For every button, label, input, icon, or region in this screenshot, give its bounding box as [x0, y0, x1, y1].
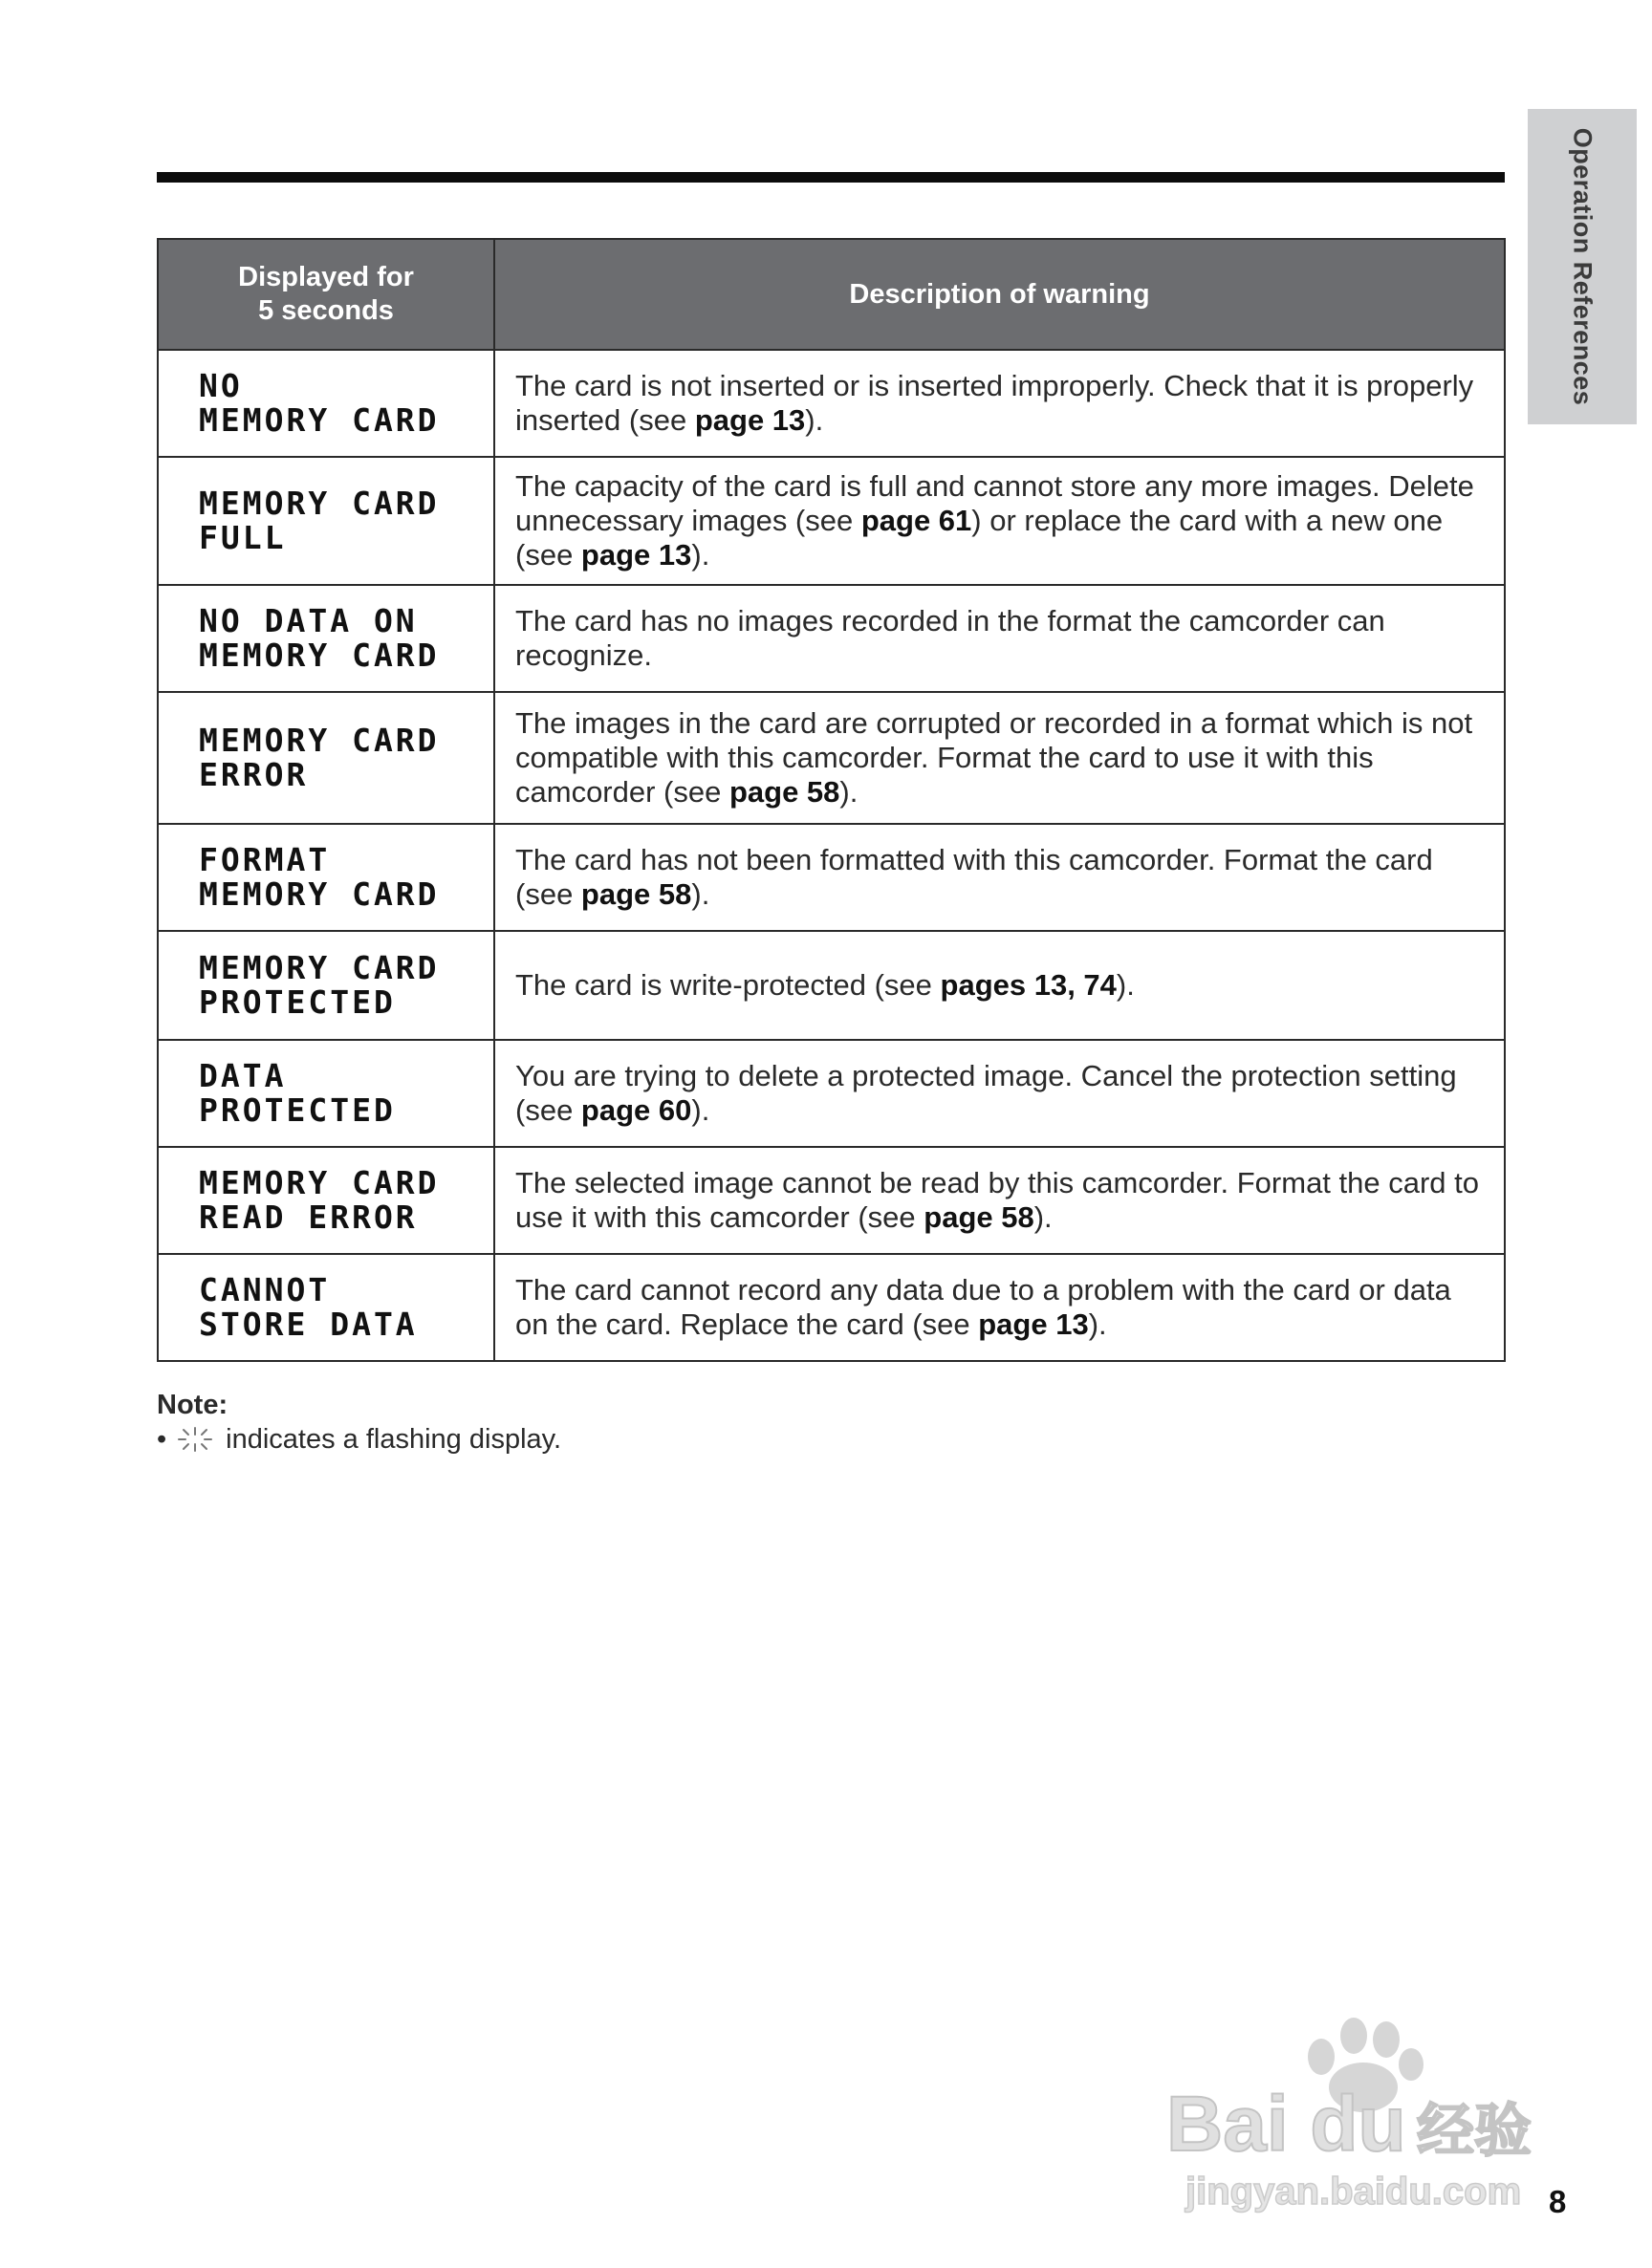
description-text: The selected image cannot be read by this camcorder. Format the card to use it with this camcorder (see [515, 1166, 1480, 1234]
display-message-line: FORMAT [199, 841, 331, 878]
note-text: indicates a flashing display. [226, 1424, 562, 1455]
table-row [158, 457, 1505, 585]
description-text: The card has not been formatted with this camcorder. Format the card (see [515, 843, 1433, 911]
table-row [158, 585, 1505, 692]
display-message [158, 931, 494, 1040]
page-reference: page 13 [694, 403, 806, 437]
page-reference: pages 13, 74 [940, 968, 1117, 1002]
flashing-icon [176, 1425, 214, 1454]
display-message-line: DATA [199, 1057, 287, 1094]
note-line [157, 1422, 561, 1457]
warning-table [157, 238, 1506, 1362]
warning-description [494, 1254, 1505, 1361]
description-text: The capacity of the card is full and cannot store any more images. Delete unnecessary images (see [515, 469, 1474, 537]
description-text: The card is write-protected (see [515, 968, 941, 1002]
watermark-url: jingyan.baidu.com [1185, 2171, 1522, 2213]
display-message [158, 457, 494, 585]
watermark-cn: 经验 [1417, 2098, 1532, 2165]
display-message [158, 824, 494, 931]
watermark-brand: Bai du [1166, 2081, 1406, 2168]
description-text: ). [691, 538, 710, 572]
display-message-line: READ ERROR [199, 1199, 418, 1236]
table-row [158, 1254, 1505, 1361]
page-reference: page 58 [924, 1200, 1034, 1234]
baidu-watermark [1166, 2007, 1568, 2217]
description-text: The card has no images recorded in the format the camcorder can recognize. [515, 604, 1385, 672]
page-reference: page 13 [978, 1307, 1089, 1341]
note-title: Note: [157, 1390, 228, 1420]
display-message-line: MEMORY CARD [199, 1164, 440, 1201]
description-text: The card is not inserted or is inserted improperly. Check that it is properly inserted (see [515, 369, 1474, 437]
description-text: You are trying to delete a protected image. Cancel the protection setting (see [515, 1059, 1457, 1127]
table-row [158, 692, 1505, 824]
header-description: Description of warning [494, 239, 1505, 350]
description-text: ). [691, 1093, 710, 1127]
display-message [158, 1147, 494, 1254]
display-message-line: MEMORY CARD [199, 401, 440, 439]
display-message [158, 350, 494, 457]
page-reference: page 58 [728, 775, 840, 809]
page-reference: page 13 [580, 538, 692, 572]
display-message-line: PROTECTED [199, 983, 396, 1021]
display-message-line: PROTECTED [199, 1091, 396, 1129]
display-message [158, 585, 494, 692]
warning-description [494, 350, 1505, 457]
page-reference: page 61 [860, 504, 972, 537]
page-reference: page 60 [580, 1093, 692, 1127]
description-text: The card cannot record any data due to a problem with the card or data on the card. Replace the card (see [515, 1273, 1451, 1341]
page-reference: page 58 [580, 877, 692, 911]
description-text: ). [805, 403, 824, 437]
description-text: ) or replace the card with a new one (see [515, 504, 1444, 572]
display-message-line: MEMORY CARD [199, 637, 440, 674]
warning-description [494, 585, 1505, 692]
warning-description [494, 824, 1505, 931]
note [157, 1388, 561, 1457]
description-text: ). [691, 877, 710, 911]
warning-description [494, 1040, 1505, 1147]
bullet: • [157, 1424, 167, 1455]
warning-description [494, 1147, 1505, 1254]
display-message [158, 692, 494, 824]
warning-description [494, 931, 1505, 1040]
header-displayed: Displayed for 5 seconds [158, 239, 494, 350]
display-message-line: MEMORY CARD [199, 485, 440, 522]
description-text: ). [839, 775, 859, 809]
display-message [158, 1040, 494, 1147]
table-row [158, 1147, 1505, 1254]
description-text: The images in the card are corrupted or recorded in a format which is not compatible with this camcorder. Format the card to use it with this camcorder (see [515, 706, 1473, 809]
display-message-line: CANNOT [199, 1271, 331, 1308]
table-row [158, 824, 1505, 931]
table-row [158, 931, 1505, 1040]
display-message-line: MEMORY CARD [199, 949, 440, 986]
display-message-line: NO DATA ON [199, 602, 418, 639]
warning-description [494, 457, 1505, 585]
display-message [158, 1254, 494, 1361]
table-header-row [158, 239, 1505, 350]
display-message-line: FULL [199, 519, 287, 556]
table-row [158, 1040, 1505, 1147]
side-tab-label: Operation References [1568, 127, 1598, 406]
top-rule [157, 172, 1505, 183]
display-message-line: MEMORY CARD [199, 722, 440, 759]
table-row [158, 350, 1505, 457]
warning-description [494, 692, 1505, 824]
description-text: ). [1088, 1307, 1107, 1341]
display-message-line: NO [199, 367, 243, 404]
display-message-line: STORE DATA [199, 1306, 418, 1343]
description-text: ). [1116, 968, 1135, 1002]
side-tab [1528, 109, 1637, 424]
page-number: 8 [1549, 2184, 1567, 2219]
display-message-line: MEMORY CARD [199, 875, 440, 913]
description-text: ). [1033, 1200, 1053, 1234]
display-message-line: ERROR [199, 756, 309, 793]
